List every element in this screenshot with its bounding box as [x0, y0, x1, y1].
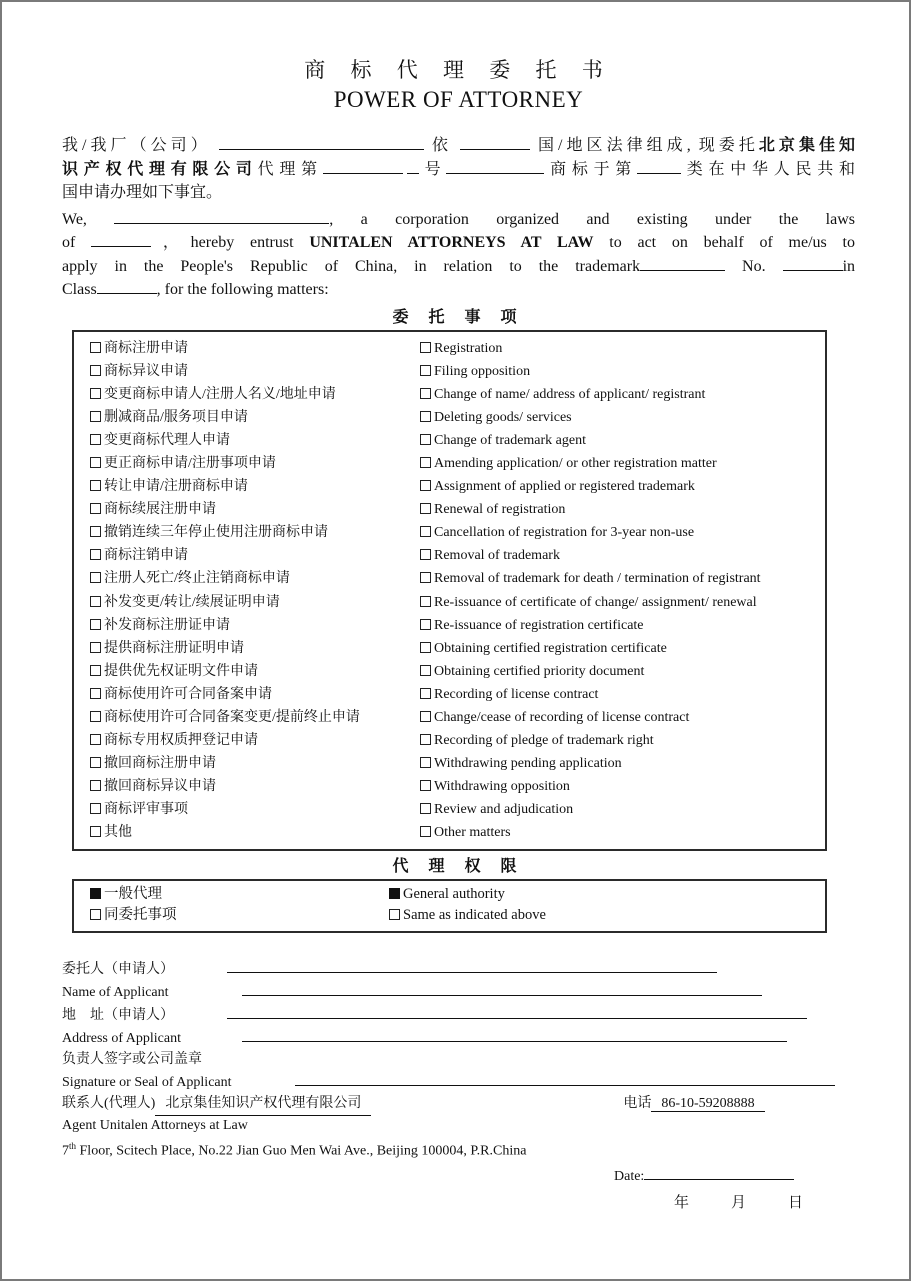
matter-label-cn: 商标评审事项 [104, 802, 188, 818]
matter-label-cn: 商标使用许可合同备案变更/提前终止申请 [104, 710, 360, 725]
sign-label-en: Signature or Seal of Applicant [62, 1075, 232, 1091]
intro-cn-text: 类在中华人民共和 [681, 160, 855, 178]
signature-field[interactable] [295, 1070, 835, 1086]
company-name-blank[interactable] [219, 134, 424, 150]
matter-label-cn: 商标使用许可合同备案申请 [104, 686, 272, 702]
contact-label: 联系人(代理人) [62, 1096, 156, 1112]
company-name-blank-en[interactable] [114, 208, 329, 224]
year-label: 年 [674, 1195, 690, 1212]
matter-label-en: Renewal of registration [434, 502, 566, 518]
intro-en-text: , for the following matters: [156, 281, 329, 298]
checkbox-icon[interactable] [90, 619, 101, 630]
checkbox-icon[interactable] [90, 642, 101, 653]
agent-name-line [62, 1116, 855, 1136]
matter-row [90, 798, 821, 821]
signature-section [62, 957, 855, 1213]
authority-row [90, 884, 821, 906]
matters-box [72, 330, 827, 851]
checkbox-icon[interactable] [90, 826, 101, 837]
matter-label-en: Cancellation of registration for 3-year non-use [434, 525, 695, 541]
checkbox-icon[interactable] [420, 526, 431, 537]
checkbox-icon[interactable] [90, 411, 101, 422]
checkbox-icon[interactable] [90, 665, 101, 676]
authority-label-cn: 同委托事项 [104, 907, 177, 924]
matter-label-cn: 提供商标注册证明申请 [104, 640, 244, 656]
matter-row [90, 452, 821, 475]
checkbox-icon[interactable] [420, 434, 431, 445]
intro-en-text: No. [742, 257, 766, 275]
checkbox-icon[interactable] [420, 480, 431, 491]
matter-row [90, 637, 821, 660]
class-blank-cn[interactable] [637, 158, 681, 174]
year-month-day-row [62, 1191, 855, 1212]
address-label-cn: 地 址（申请人） [62, 1008, 174, 1024]
checkbox-icon[interactable] [90, 909, 101, 920]
authority-box [72, 879, 827, 933]
checkbox-icon[interactable] [90, 572, 101, 583]
agent-address-text: Floor, Scitech Place, No.22 Jian Guo Men Wai Ave., Beijing 100004, P.R.China [76, 1143, 527, 1159]
matter-label-cn: 其他 [104, 825, 132, 841]
matter-row [90, 683, 821, 706]
intro-cn-line-1 [62, 134, 855, 158]
matter-label-cn: 补发变更/转让/续展证明申请 [104, 594, 280, 610]
matter-label-en: Withdrawing opposition [434, 779, 570, 795]
checkbox-icon[interactable] [420, 619, 431, 630]
matter-row [90, 591, 821, 614]
document-content [2, 2, 909, 1212]
intro-en-text: to act on behalf of me/us to [609, 234, 855, 251]
matter-row [90, 475, 821, 498]
checkbox-icon[interactable] [420, 757, 431, 768]
checkbox-icon[interactable] [90, 388, 101, 399]
trademark-no-blank-en[interactable] [783, 255, 843, 271]
checkbox-icon[interactable] [420, 665, 431, 676]
matter-label-en: Assignment of applied or registered trademark [434, 479, 695, 495]
intro-paragraph-cn [62, 134, 855, 205]
address-label-en: Address of Applicant [62, 1031, 181, 1047]
applicant-name-field-en[interactable] [242, 980, 762, 996]
applicant-name-field[interactable] [227, 957, 717, 973]
intro-en-line-2 [62, 231, 855, 255]
checkbox-icon[interactable] [420, 549, 431, 560]
month-label: 月 [731, 1195, 747, 1212]
matter-label-en: Registration [434, 340, 503, 356]
matter-label-cn: 注册人死亡/终止注销商标申请 [104, 571, 290, 587]
phone-number: 86-10-59208888 [651, 1096, 764, 1112]
sign-label-cn: 负责人签字或公司盖章 [62, 1051, 202, 1067]
intro-cn-text: 我/我厂（公司） [62, 137, 211, 154]
agent-address-number: 7 [62, 1143, 69, 1159]
phone-label: 电话 [623, 1096, 652, 1112]
checkbox-icon[interactable] [90, 711, 101, 722]
intro-en-line-4 [62, 278, 855, 302]
document-title-en: POWER OF ATTORNEY [333, 87, 584, 112]
matter-row [90, 544, 821, 567]
matter-row [90, 521, 821, 544]
matter-row [90, 614, 821, 637]
matter-label-en: Recording of pledge of trademark right [434, 733, 654, 749]
matter-label-cn: 商标注销申请 [104, 548, 188, 564]
intro-cn-line-2 [62, 158, 855, 182]
matter-row [90, 821, 821, 844]
checkbox-icon[interactable] [90, 803, 101, 814]
date-field[interactable] [644, 1164, 794, 1180]
intro-cn-text: 商标于第 [544, 160, 638, 178]
country-blank-cn[interactable] [460, 134, 530, 150]
checkbox-icon[interactable] [420, 780, 431, 791]
checkbox-icon[interactable] [420, 688, 431, 699]
matter-label-en: Change of trademark agent [434, 432, 586, 448]
matter-row [90, 337, 821, 360]
matter-label-cn: 撤销连续三年停止使用注册商标申请 [104, 525, 328, 541]
agent-address-line [62, 1136, 855, 1162]
checkbox-icon[interactable] [420, 457, 431, 468]
matter-label-cn: 商标异议申请 [104, 363, 188, 379]
agent-name-en-bold: UNITALEN ATTORNEYS AT LAW [309, 234, 594, 251]
checkbox-icon[interactable] [90, 434, 101, 445]
day-label: 日 [788, 1195, 804, 1212]
matter-label-en: Obtaining certified priority document [434, 663, 645, 679]
checkbox-icon[interactable] [420, 734, 431, 745]
matter-row [90, 660, 821, 683]
contact-agent-name: 北京集佳知识产权代理有限公司 [155, 1094, 371, 1115]
matter-label-cn: 补发商标注册证申请 [104, 617, 230, 633]
checkbox-icon[interactable] [420, 342, 431, 353]
matter-row [90, 498, 821, 521]
checkbox-icon[interactable] [90, 549, 101, 560]
matter-row [90, 383, 821, 406]
applicant-address-field-en[interactable] [242, 1026, 787, 1042]
intro-cn-text: 代理第 [257, 160, 323, 178]
checkbox-icon[interactable] [90, 503, 101, 514]
matter-label-cn: 更正商标申请/注册事项申请 [104, 455, 276, 471]
matter-row [90, 360, 821, 383]
matter-label-en: Removal of trademark [434, 548, 560, 564]
class-blank-en[interactable] [97, 278, 157, 294]
intro-cn-text: 国申请办理如下事宜。 [62, 184, 223, 201]
intro-en-text: Class [62, 281, 97, 298]
checkbox-icon[interactable] [90, 780, 101, 791]
matter-label-en: Recording of license contract [434, 686, 599, 702]
checkbox-checked-icon[interactable] [389, 888, 400, 899]
authority-label-en: Same as indicated above [403, 907, 546, 924]
matter-label-en: Re-issuance of certificate of change/ assignment/ renewal [434, 594, 757, 610]
checkbox-icon[interactable] [90, 365, 101, 376]
checkbox-icon[interactable] [90, 480, 101, 491]
checkbox-icon[interactable] [420, 572, 431, 583]
phone-group [623, 1094, 764, 1114]
authority-row [90, 905, 821, 927]
intro-en-text: ，hereby entrust [151, 234, 294, 251]
applicant-label-cn: 委托人（申请人） [62, 961, 174, 977]
checkbox-icon[interactable] [389, 909, 400, 920]
agent-name-cn-bold: 北京集佳知 [758, 137, 856, 154]
matter-label-cn: 商标注册申请 [104, 340, 188, 356]
country-blank-en[interactable] [91, 231, 151, 247]
matter-row [90, 729, 821, 752]
matter-label-en: Filing opposition [434, 363, 531, 379]
checkbox-icon[interactable] [90, 688, 101, 699]
agent-name-cn-bold: 识产权代理有限公司 [62, 160, 258, 178]
intro-cn-text: 号 [418, 160, 447, 178]
matter-label-en: Withdrawing pending application [434, 756, 622, 772]
matter-label-en: Change of name/ address of applicant/ registrant [434, 386, 706, 402]
intro-en-text: of [62, 234, 76, 251]
matter-label-cn: 提供优先权证明文件申请 [104, 663, 258, 679]
matter-label-cn: 转让申请/注册商标申请 [104, 479, 248, 495]
checkbox-icon[interactable] [420, 503, 431, 514]
matter-label-en: Amending application/ or other registration matter [434, 455, 717, 471]
intro-paragraph-en [62, 208, 855, 302]
intro-en-line-1 [62, 208, 855, 232]
matter-label-en: Re-issuance of registration certificate [434, 617, 644, 633]
checkbox-icon[interactable] [420, 642, 431, 653]
agent-name-en: Agent Unitalen Attorneys at Law [62, 1117, 248, 1133]
matter-label-cn: 变更商标代理人申请 [104, 432, 230, 448]
checkbox-icon[interactable] [90, 757, 101, 768]
intro-cn-line-3 [62, 181, 855, 205]
intro-en-text: , a corporation organized and existing under the laws [329, 210, 855, 228]
applicant-address-field[interactable] [227, 1003, 807, 1019]
checkbox-icon[interactable] [90, 342, 101, 353]
matter-label-en: Other matters [434, 825, 511, 841]
trademark-no-blank-cn-small[interactable] [407, 158, 419, 174]
matter-label-cn: 商标专用权质押登记申请 [104, 733, 258, 749]
checkbox-checked-icon[interactable] [90, 888, 101, 899]
checkbox-icon[interactable] [90, 457, 101, 468]
trademark-blank-en[interactable] [640, 255, 725, 271]
matter-label-cn: 撤回商标异议申请 [104, 779, 216, 795]
authority-label-cn: 一般代理 [104, 885, 162, 902]
matter-row [90, 406, 821, 429]
intro-en-text: in [842, 257, 856, 275]
matter-label-en: Removal of trademark for death / termination of registrant [434, 571, 761, 587]
matter-row [90, 567, 821, 590]
matter-label-en: Change/cease of recording of license contract [434, 710, 690, 725]
checkbox-icon[interactable] [420, 411, 431, 422]
trademark-no-blank-cn[interactable] [323, 158, 403, 174]
intro-cn-text: 依 [431, 137, 452, 154]
checkbox-icon[interactable] [420, 596, 431, 607]
checkbox-icon[interactable] [90, 526, 101, 537]
intro-en-line-3 [62, 255, 855, 279]
checkbox-icon[interactable] [90, 596, 101, 607]
intro-en-text: We, [62, 210, 87, 228]
matter-row [90, 429, 821, 452]
matter-label-cn: 撤回商标注册申请 [104, 756, 216, 772]
matter-label-cn: 变更商标申请人/注册人名义/地址申请 [104, 386, 336, 402]
authority-label-en: General authority [403, 885, 505, 902]
trademark-name-blank-cn[interactable] [446, 158, 544, 174]
matter-label-cn: 删减商品/服务项目申请 [104, 409, 248, 425]
matter-row [90, 775, 821, 798]
checkbox-icon[interactable] [420, 826, 431, 837]
checkbox-icon[interactable] [420, 388, 431, 399]
matter-label-cn: 商标续展注册申请 [104, 502, 216, 518]
date-label: Date: [614, 1168, 645, 1184]
intro-en-text: apply in the People's Republic of China, in relation to the trademark [62, 257, 641, 275]
applicant-label-en: Name of Applicant [62, 984, 169, 1000]
document-title-cn: 商 标 代 理 委 托 书 [304, 58, 613, 82]
authority-section-header: 代 理 权 限 [392, 857, 525, 875]
checkbox-icon[interactable] [90, 734, 101, 745]
checkbox-icon[interactable] [420, 803, 431, 814]
checkbox-icon[interactable] [420, 365, 431, 376]
matter-label-en: Review and adjudication [434, 802, 574, 818]
matter-label-en: Obtaining certified registration certificate [434, 640, 667, 656]
matter-row [90, 706, 821, 729]
checkbox-icon[interactable] [420, 711, 431, 722]
matter-label-en: Deleting goods/ services [434, 409, 572, 425]
matter-row [90, 752, 821, 775]
agent-address-ordinal: th [69, 1140, 77, 1151]
intro-cn-text: 国/地区法律组成, 现委托 [537, 137, 759, 154]
matters-section-header: 委 托 事 项 [392, 308, 525, 326]
